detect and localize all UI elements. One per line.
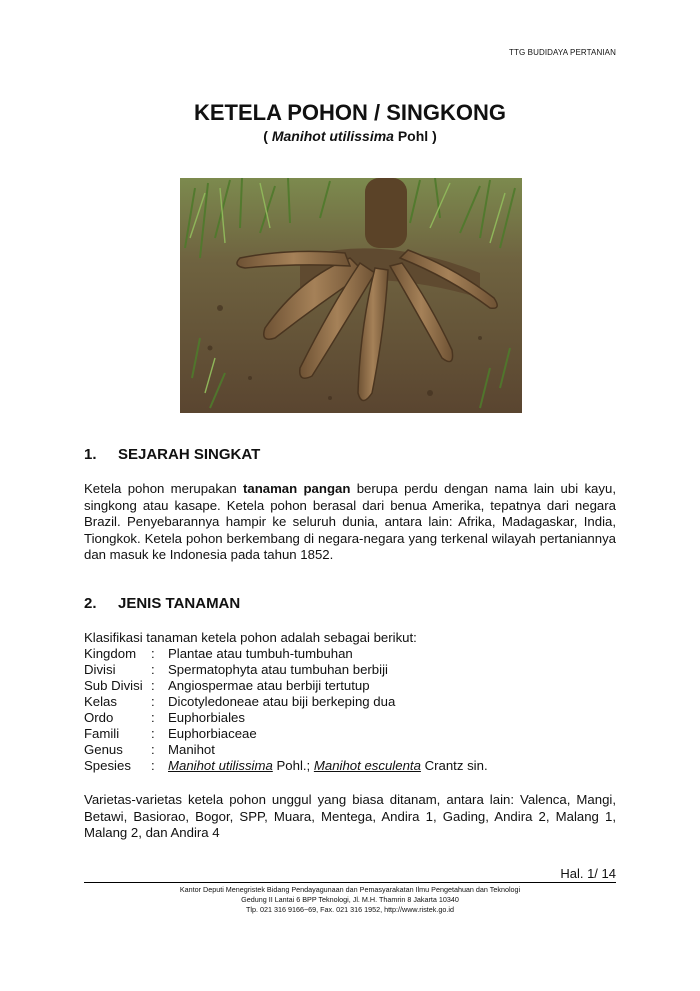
class-key: Genus <box>84 742 123 757</box>
class-sep: : <box>151 710 155 725</box>
species-value <box>168 758 488 774</box>
section-2-number: 2. <box>84 595 97 612</box>
s1-text-start: Ketela pohon merupakan <box>84 481 243 496</box>
classification-row <box>84 646 616 662</box>
species-author-1: Pohl.; <box>272 758 314 773</box>
class-sep: : <box>151 726 155 741</box>
varieties-paragraph: Varietas-varietas ketela pohon unggul yang biasa ditanam, antara lain: Valenca, Mangi, Betawi, Basiorao, Bogor, SPP, Muara, Mentega, Andira 1, Gading, Andira 2, Malang 1, Malang 2, dan Andira 4 <box>84 792 616 840</box>
class-sep: : <box>151 694 155 709</box>
classification-row <box>84 694 616 710</box>
species-sep: : <box>151 758 155 773</box>
class-key: Kingdom <box>84 646 137 661</box>
footer-line-2: Gedung II Lantai 6 BPP Teknologi, Jl. M.H. Thamrin 8 Jakarta 10340 <box>241 895 459 904</box>
page-number: Hal. 1/ 14 <box>560 866 616 881</box>
class-value: Angiospermae atau berbiji tertutup <box>168 678 370 693</box>
classification-row <box>84 742 616 758</box>
section-1-paragraph <box>84 481 616 564</box>
species-name-2: Manihot esculenta <box>313 758 421 773</box>
page-title: KETELA POHON / SINGKONG <box>193 100 507 125</box>
header-tag: TTG BUDIDAYA PERTANIAN <box>509 48 616 57</box>
class-key: Divisi <box>84 662 116 677</box>
subtitle-author: Pohl ) <box>393 128 437 144</box>
classification-row <box>84 726 616 742</box>
classification-intro: Klasifikasi tanaman ketela pohon adalah sebagai berikut: <box>84 630 417 645</box>
section-1-title: SEJARAH SINGKAT <box>118 446 261 463</box>
species-key: Spesies <box>84 758 131 773</box>
class-value: Euphorbiales <box>168 710 245 725</box>
species-name-1: Manihot utilissima <box>168 758 273 773</box>
class-key: Sub Divisi <box>84 678 143 693</box>
class-sep: : <box>151 646 155 661</box>
class-sep: : <box>151 742 155 757</box>
classification-row <box>84 710 616 726</box>
species-author-2: Crantz sin. <box>420 758 488 773</box>
classification-row <box>84 678 616 694</box>
section-2-title: JENIS TANAMAN <box>118 595 241 612</box>
classification-list <box>84 630 616 774</box>
class-value: Plantae atau tumbuh-tumbuhan <box>168 646 353 661</box>
subtitle-open: ( <box>263 128 272 144</box>
subtitle-latin-name: Manihot utilissima <box>271 128 394 144</box>
footer-line-3: Tlp. 021 316 9166~69, Fax. 021 316 1952, http://www.ristek.go.id <box>246 905 454 914</box>
class-key: Famili <box>84 726 120 741</box>
class-sep: : <box>151 678 155 693</box>
class-value: Manihot <box>168 742 215 757</box>
section-2-heading <box>84 595 240 612</box>
cassava-root-photo <box>180 178 522 413</box>
footer-line-1: Kantor Deputi Menegristek Bidang Pendayagunaan dan Pemasyarakatan Ilmu Pengetahuan dan Teknologi <box>179 885 521 894</box>
class-value: Spermatophyta atau tumbuhan berbiji <box>168 662 388 677</box>
page-subtitle <box>0 128 700 144</box>
section-1-heading <box>84 446 260 463</box>
class-value: Euphorbiaceae <box>168 726 257 741</box>
classification-row <box>84 662 616 678</box>
class-value: Dicotyledoneae atau biji berkeping dua <box>168 694 396 709</box>
class-key: Ordo <box>84 710 114 725</box>
s1-bold-term: tanaman pangan <box>242 481 351 496</box>
footer-divider <box>84 882 616 883</box>
species-row <box>84 758 616 774</box>
section-1-number: 1. <box>84 446 97 463</box>
class-sep: : <box>151 662 155 677</box>
class-key: Kelas <box>84 694 117 709</box>
s1-text-rest: berupa perdu dengan nama lain ubi kayu, singkong atau kasape. Ketela pohon berasal dari benua Amerika, tepatnya dari negara Brazil. Penyebarannya hampir ke seluruh dunia, antara lain: Afrika, Madagaskar, India, Tiongkok. Ketela pohon berkembang di negara-negara yang terkenal wilayah pertaniannya dan masuk ke Indonesia pada tahun 1852. <box>84 481 616 562</box>
